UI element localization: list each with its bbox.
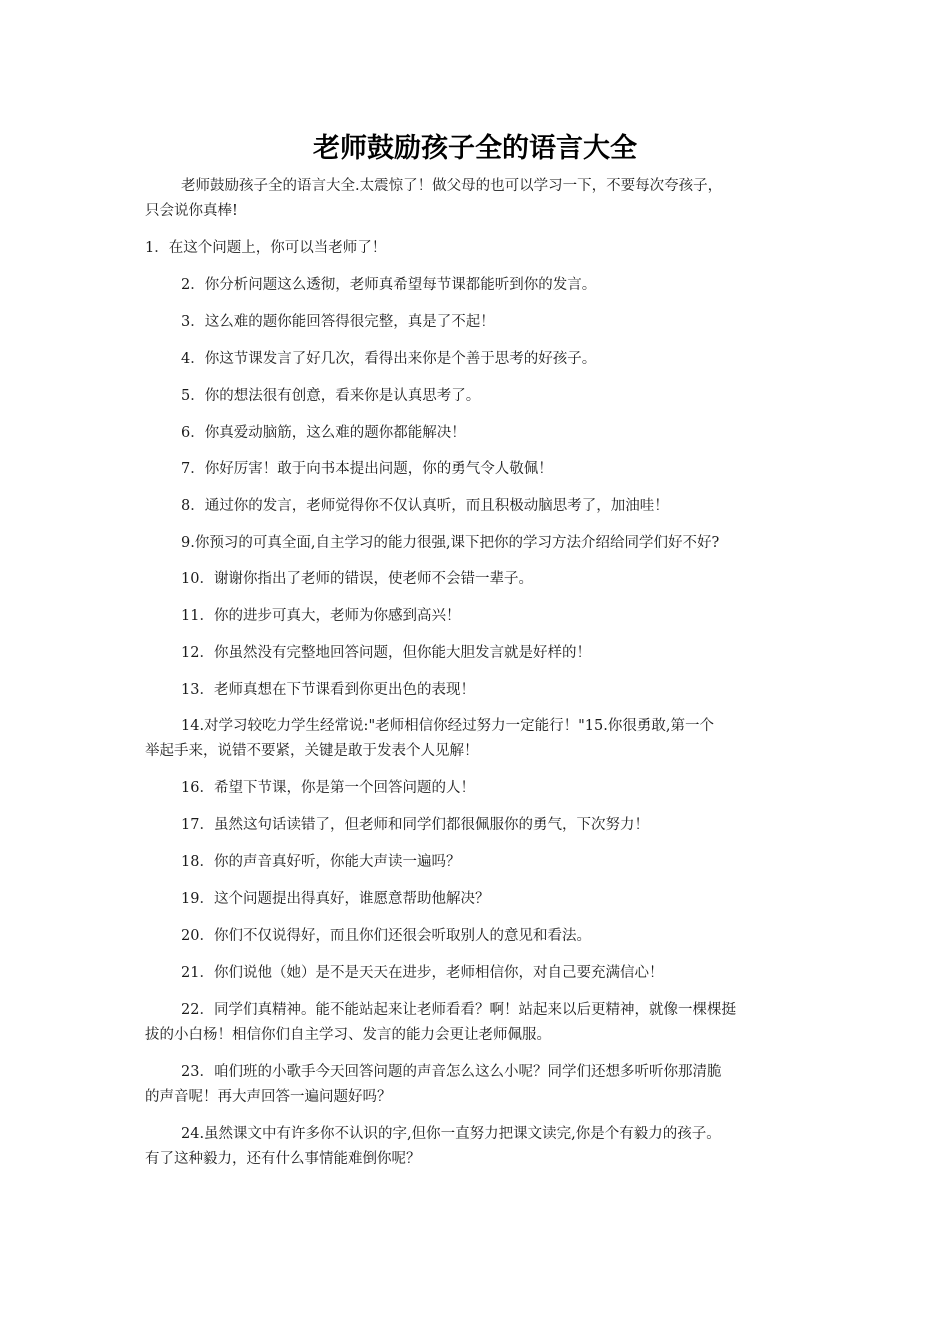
- text-line: 老师鼓励孩子全的语言大全.太震惊了！做父母的也可以学习一下，不要每次夸孩子，: [181, 178, 723, 194]
- text-line: 举起手来，说错不要紧，关键是敢于发表个人见解！: [145, 743, 479, 759]
- intro-paragraph: [145, 174, 815, 224]
- text-line: 16．希望下节课，你是第一个回答问题的人！: [181, 780, 475, 796]
- list-item: [145, 494, 815, 519]
- text-line: 22．同学们真精神。能不能站起来让老师看看？啊！站起来以后更精神，就像一棵棵挺: [181, 1002, 736, 1018]
- text-line: 10．谢谢你指出了老师的错误，使老师不会错一辈子。: [181, 571, 533, 587]
- list-item: [145, 1060, 815, 1110]
- list-item: [145, 236, 815, 261]
- text-line: 5．你的想法很有创意，看来你是认真思考了。: [181, 388, 481, 404]
- text-line: 24.虽然课文中有许多你不认识的字,但你一直努力把课文读完,你是个有毅力的孩子。: [181, 1126, 721, 1142]
- list-item: [145, 531, 815, 556]
- list-item: [145, 924, 815, 949]
- list-item: [145, 347, 815, 372]
- text-line: 23．咱们班的小歌手今天回答问题的声音怎么这么小呢？同学们还想多听听你那清脆: [181, 1064, 722, 1080]
- text-line: 11．你的进步可真大，老师为你感到高兴！: [181, 608, 461, 624]
- list-item: [145, 604, 815, 629]
- text-line: 14.对学习较吃力学生经常说:"老师相信你经过努力一定能行！"15.你很勇敢,第一个: [181, 718, 714, 734]
- list-item: [145, 887, 815, 912]
- text-line: 12．你虽然没有完整地回答问题，但你能大胆发言就是好样的！: [181, 645, 591, 661]
- list-item: [145, 310, 815, 335]
- text-line: 有了这种毅力，还有什么事情能难倒你呢？: [145, 1151, 421, 1167]
- list-item: [145, 457, 815, 482]
- list-item: [145, 678, 815, 703]
- list-item: [145, 567, 815, 592]
- text-line: 20．你们不仅说得好，而且你们还很会听取别人的意见和看法。: [181, 928, 591, 944]
- text-line: 17．虽然这句话读错了，但老师和同学们都很佩服你的勇气，下次努力！: [181, 817, 649, 833]
- text-line: 13．老师真想在下节课看到你更出色的表现！: [181, 682, 475, 698]
- text-line: 8．通过你的发言，老师觉得你不仅认真听，而且积极动脑思考了，加油哇！: [181, 498, 669, 514]
- text-line: 21．你们说他（她）是不是天天在进步，老师相信你，对自己要充满信心！: [181, 965, 664, 981]
- text-line: 4．你这节课发言了好几次，看得出来你是个善于思考的好孩子。: [181, 351, 597, 367]
- list-item: [145, 813, 815, 838]
- text-line: 1．在这个问题上，你可以当老师了！: [145, 240, 387, 256]
- list-item: [145, 998, 815, 1048]
- list-item: [145, 776, 815, 801]
- list-item: [145, 961, 815, 986]
- text-line: 2．你分析问题这么透彻，老师真希望每节课都能听到你的发言。: [181, 277, 597, 293]
- list-item: [145, 850, 815, 875]
- list-item: [145, 273, 815, 298]
- text-line: 7．你好厉害！敢于向书本提出问题，你的勇气令人敬佩！: [181, 461, 553, 477]
- text-line: 的声音呢！再大声回答一遍问题好吗？: [145, 1089, 392, 1105]
- text-line: 19．这个问题提出得真好，谁愿意帮助他解决？: [181, 891, 490, 907]
- text-line: 18．你的声音真好听，你能大声读一遍吗？: [181, 854, 461, 870]
- text-line: 3．这么难的题你能回答得很完整，真是了不起！: [181, 314, 495, 330]
- text-line: 只会说你真棒!: [145, 203, 238, 219]
- list-item: [145, 641, 815, 666]
- text-line: 拔的小白杨！相信你们自主学习、发言的能力会更让老师佩服。: [145, 1027, 551, 1043]
- list-item: [145, 714, 815, 764]
- page-title: 老师鼓励孩子全的语言大全: [313, 133, 637, 164]
- text-line: 9.你预习的可真全面,自主学习的能力很强,课下把你的学习方法介绍给同学们好不好?: [181, 535, 720, 551]
- list-item: [145, 384, 815, 409]
- text-line: 6．你真爱动脑筋，这么难的题你都能解决！: [181, 425, 466, 441]
- list-item: [145, 421, 815, 446]
- list-item: [145, 1122, 815, 1172]
